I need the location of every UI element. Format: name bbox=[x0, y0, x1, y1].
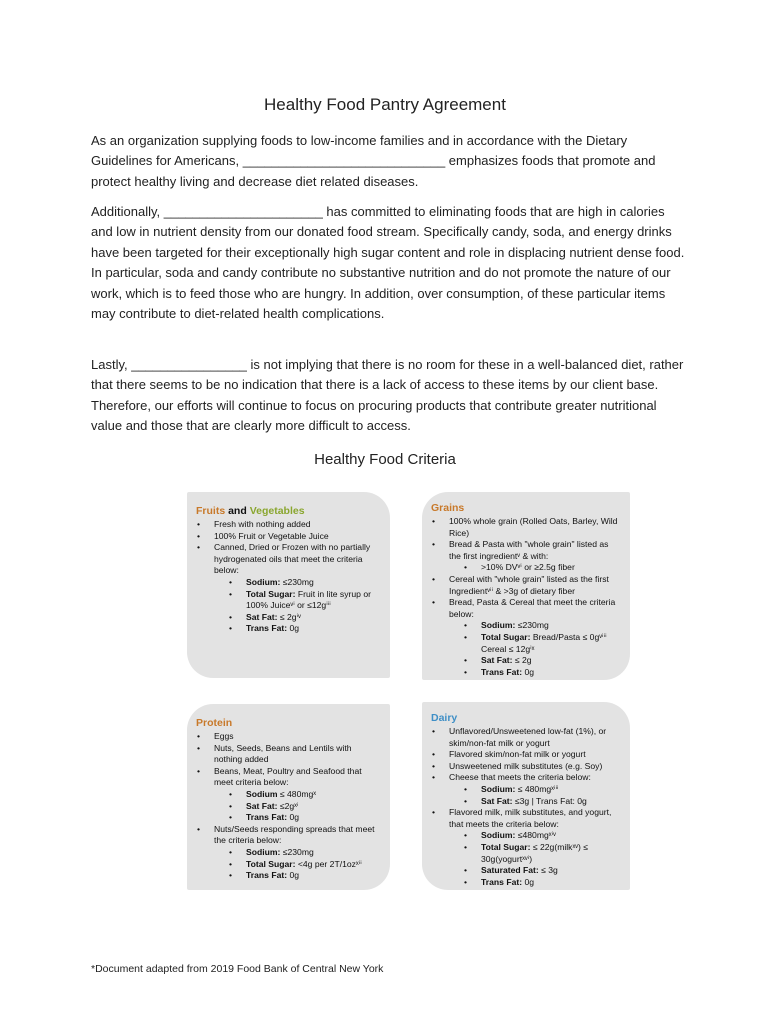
list-item: • Trans Fat: 0g bbox=[431, 667, 622, 679]
list-item: • Total Sugar: <4g per 2T/1ozˣⁱⁱ bbox=[196, 859, 382, 871]
list-item: • Unflavored/Unsweetened low-fat (1%), or skim/non-fat milk or yogurt bbox=[431, 726, 622, 749]
fruits-vegetables-card bbox=[187, 492, 390, 678]
list-item: • Sat Fat: ≤3g | Trans Fat: 0g bbox=[431, 796, 622, 808]
list-item: • Sat Fat: ≤ 2g bbox=[431, 655, 622, 667]
list-item: • Trans Fat: 0g bbox=[431, 877, 622, 889]
document-title: Healthy Food Pantry Agreement bbox=[264, 95, 506, 114]
commitment-paragraph: Additionally, ______________________ has committed to eliminating foods that are high in calories and low in nutrient density from our donated food stream. Specifically candy, soda, and energy drinks have been targeted for their exceptionally high sugar content and role in displacing nutrient dense food. In particular, soda and candy contribute no substantive nutrition and do not promote the nature of our work, which is to feed those who are hungry. In addition, over consumption, of these particular items may contribute to diet-related health complications. bbox=[91, 204, 685, 322]
list-item: • Nuts/Seeds responding spreads that meet the criteria below: bbox=[196, 824, 382, 847]
list-item: • Sodium: ≤230mg bbox=[431, 620, 622, 632]
list-item: • Total Sugar: ≤ 22g(milkˣᵛ) ≤ 30g(yogurtˣᵛⁱ) bbox=[431, 842, 622, 865]
list-item: • Trans Fat: 0g bbox=[196, 812, 382, 824]
list-item: • Total Sugar: Bread/Pasta ≤ 0gᵛⁱⁱⁱ Cereal ≤ 12gⁱˣ bbox=[431, 632, 622, 655]
list-item: • Sat Fat: ≤2gˣⁱ bbox=[196, 801, 382, 813]
list-item: • Sodium: ≤ 480mgˣⁱⁱⁱ bbox=[431, 784, 622, 796]
criteria-title: Healthy Food Criteria bbox=[314, 451, 456, 468]
list-item: • >10% DVᵛⁱ or ≥2.5g fiber bbox=[431, 562, 622, 574]
dairy-card bbox=[422, 702, 630, 890]
list-item: • Sodium: ≤230mg bbox=[196, 847, 382, 859]
list-item: • Fresh with nothing added bbox=[196, 519, 382, 531]
list-item: • Beans, Meat, Poultry and Seafood that meet criteria below: bbox=[196, 766, 382, 789]
list-item: • Unsweetened milk substitutes (e.g. Soy) bbox=[431, 761, 622, 773]
list-item: • 100% whole grain (Rolled Oats, Barley, Wild Rice) bbox=[431, 516, 622, 539]
list-item: • Cheese that meets the criteria below: bbox=[431, 772, 622, 784]
protein-card bbox=[187, 704, 390, 890]
list-item: • Flavored skim/non-fat milk or yogurt bbox=[431, 749, 622, 761]
list-item: • Cereal with "whole grain" listed as the first Ingredientᵛⁱⁱ & >3g of dietary fiber bbox=[431, 574, 622, 597]
list-item: • Sodium: ≤230mg bbox=[196, 577, 382, 589]
protein-heading: Protein bbox=[196, 717, 233, 729]
list-item: • Trans Fat: 0g bbox=[196, 870, 382, 882]
list-item: • Saturated Fat: ≤ 3g bbox=[431, 865, 622, 877]
list-item: • Bread, Pasta & Cereal that meet the criteria below: bbox=[431, 597, 622, 620]
list-item: • Sodium: ≤480mgˣⁱᵛ bbox=[431, 830, 622, 842]
list-item: • Sat Fat: ≤ 2gⁱᵛ bbox=[196, 612, 382, 624]
list-item: • Total Sugar: Fruit in lite syrup or 100% Juiceᵛⁱ or ≤12gⁱⁱⁱ bbox=[196, 589, 382, 612]
grains-heading: Grains bbox=[431, 502, 465, 514]
list-item: • Bread & Pasta with "whole grain" listed as the first ingredientᵛ & with: bbox=[431, 539, 622, 562]
footnote: *Document adapted from 2019 Food Bank of Central New York bbox=[91, 963, 384, 975]
list-item: • Trans Fat: 0g bbox=[196, 623, 382, 635]
dairy-heading: Dairy bbox=[431, 712, 458, 724]
list-item: • Eggs bbox=[196, 731, 382, 743]
list-item: • Canned, Dried or Frozen with no partially hydrogenated oils that meet the criteria below: bbox=[196, 542, 382, 577]
list-item: • Sodium ≤ 480mgˣ bbox=[196, 789, 382, 801]
list-item: • Nuts, Seeds, Beans and Lentils with nothing added bbox=[196, 743, 382, 766]
list-item: • 100% Fruit or Vegetable Juice bbox=[196, 531, 382, 543]
list-item: • Flavored milk, milk substitutes, and yogurt, that meets the criteria below: bbox=[431, 807, 622, 830]
closing-paragraph: Lastly, ________________ is not implying that there is no room for these in a well-balanced diet, rather that there seems to be no indication that there is a lack of access to these items by our client base. Therefore, our efforts will continue to focus on procuring products that contribute greater nutritional value and those that are clearly more difficult to access. bbox=[91, 357, 684, 434]
fruits-vegetables-heading: Fruits and Vegetables bbox=[196, 505, 305, 517]
grains-card bbox=[422, 492, 630, 680]
intro-paragraph: As an organization supplying foods to low-income families and in accordance with the Dietary Guidelines for Americans, ____________________________ emphasizes foods that promote and protect healthy living and decrease diet related diseases. bbox=[91, 133, 656, 189]
